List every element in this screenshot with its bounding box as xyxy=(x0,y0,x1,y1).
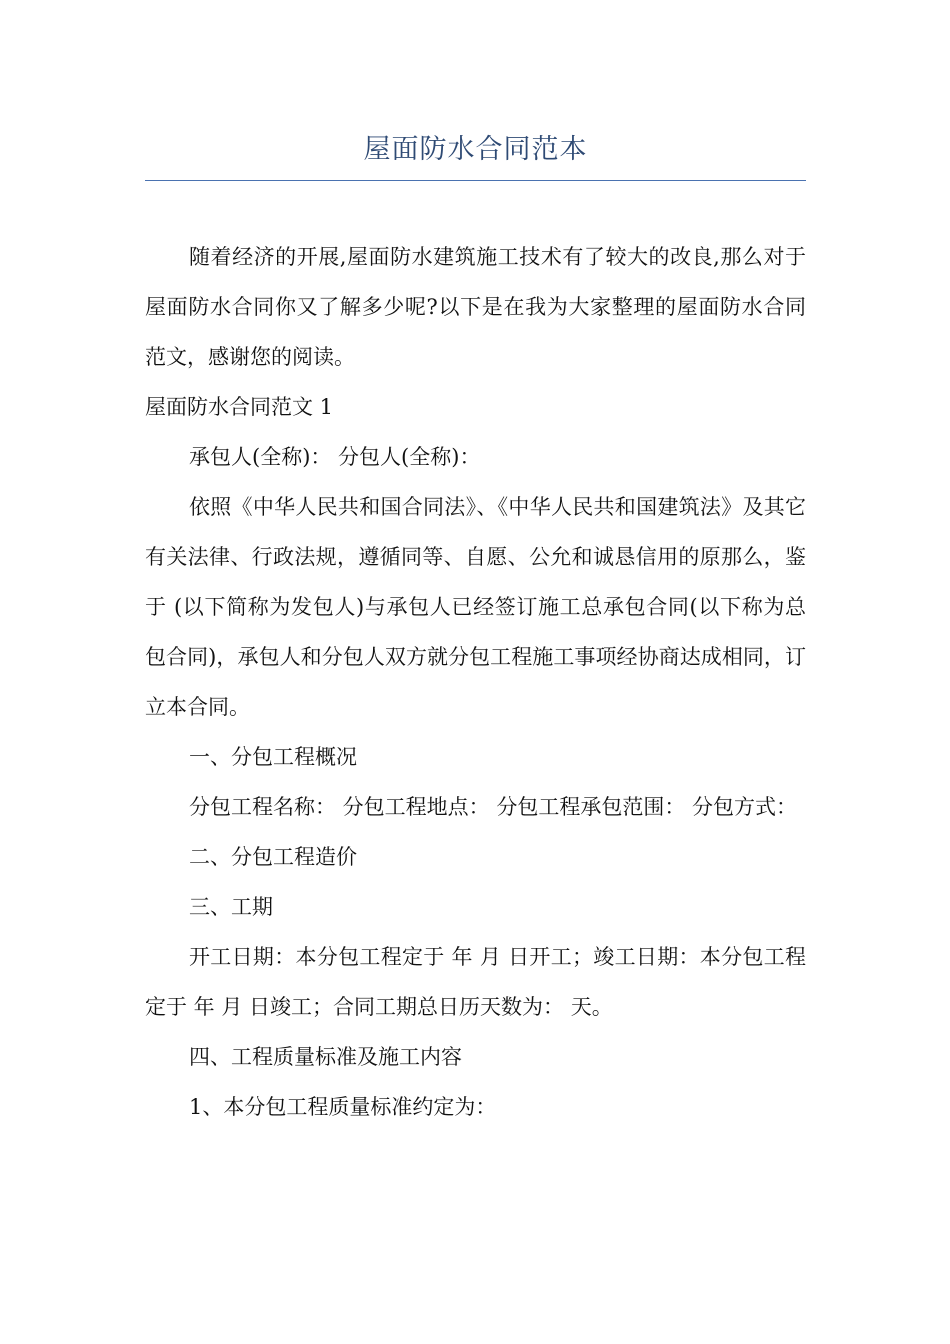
clause-heading-overview: 一、分包工程概况 xyxy=(189,745,357,769)
document-title: 屋面防水合同范本 xyxy=(363,134,588,165)
section-heading-sample-1: 屋面防水合同范文 1 xyxy=(145,395,334,419)
overview-fields-paragraph: 分包工程名称： 分包工程地点： 分包工程承包范围： 分包方式： xyxy=(189,795,798,819)
clause-heading-quality: 四、工程质量标准及施工内容 xyxy=(189,1045,462,1069)
parties-line: 承包人(全称)： 分包人(全称)： xyxy=(189,445,481,469)
legal-basis-paragraph: 依照《中华人民共和国合同法》、《中华人民共和国建筑法》及其它有关法律、行政法规，遵循同等、自愿、公允和诚恳信用的原那么，鉴于 (以下简称为发包人)与承包人已经签订施工总承包合同(以下称为总包合同)，承包人和分包人双方就分包工程施工事项经协商达成相同，订立本合同。 xyxy=(145,495,806,719)
clause-heading-schedule: 三、工期 xyxy=(189,895,273,919)
document-body xyxy=(145,232,806,1132)
intro-paragraph: 随着经济的开展,屋面防水建筑施工技术有了较大的改良,那么对于屋面防水合同你又了解多少呢?以下是在我为大家整理的屋面防水合同范文，感谢您的阅读。 xyxy=(145,245,806,369)
title-underline xyxy=(145,180,806,181)
clause-heading-price: 二、分包工程造价 xyxy=(189,845,357,869)
schedule-paragraph: 开工日期：本分包工程定于 年 月 日开工；竣工日期：本分包工程定于 年 月 日竣工；合同工期总日历天数为： 天。 xyxy=(145,945,806,1019)
quality-item-1: 1、本分包工程质量标准约定为： xyxy=(189,1095,497,1119)
